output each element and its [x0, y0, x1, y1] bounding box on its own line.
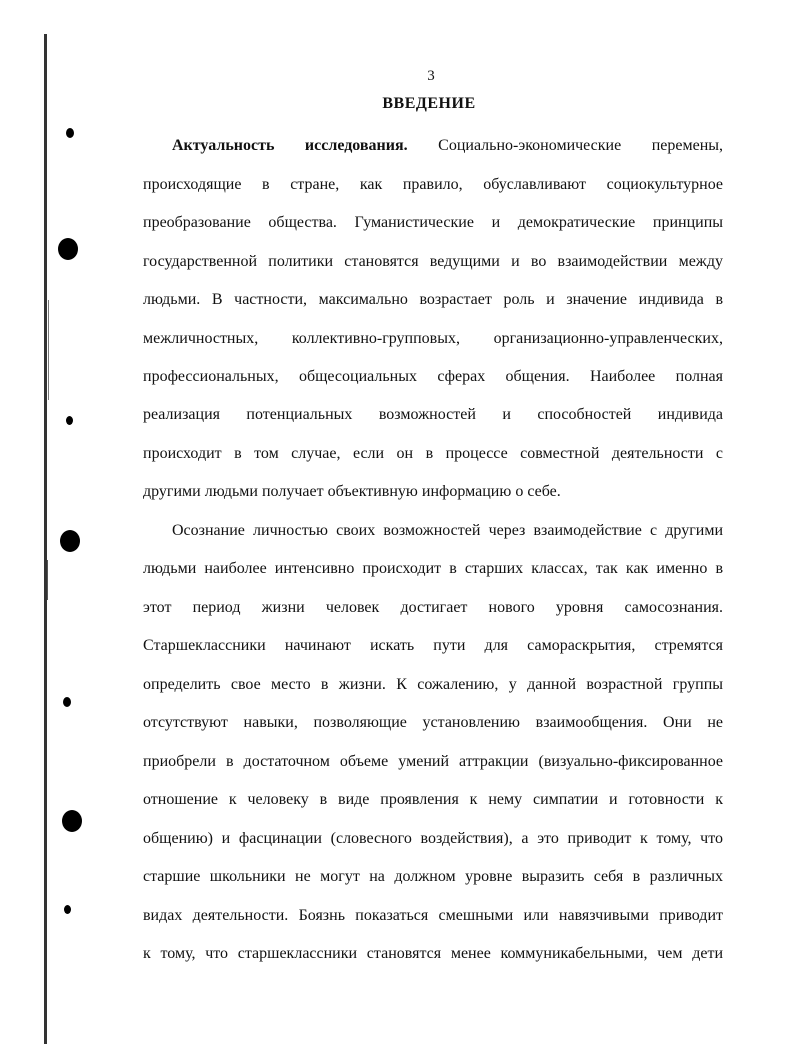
- paragraph-line: [172, 136, 723, 156]
- paragraph-line: людьми наиболее интенсивно происходит в старших классах, так как именно в: [143, 560, 723, 577]
- paragraph-line: определить свое место в жизни. К сожалению, у данной возрастной группы: [143, 676, 723, 693]
- punch-hole: [58, 238, 78, 260]
- paragraph-line: этот период жизни человек достигает нового уровня самосознания.: [143, 599, 723, 616]
- paragraph-line: отношение к человеку в виде проявления к нему симпатии и готовности к: [143, 791, 723, 808]
- binding-edge-mark: [48, 300, 49, 400]
- paragraph-line: реализация потенциальных возможностей и способностей индивида: [143, 406, 723, 423]
- line-text: Социально-экономические перемены,: [438, 137, 724, 154]
- paragraph-line: отсутствуют навыки, позволяющие установлению взаимообщения. Они не: [143, 714, 723, 731]
- page-title: ВВЕДЕНИЕ: [382, 95, 476, 112]
- paragraph-line: к тому, что старшеклассники становятся менее коммуникабельными, чем дети: [143, 945, 723, 962]
- punch-hole: [62, 810, 82, 832]
- punch-hole: [64, 905, 71, 914]
- page-number: 3: [427, 68, 435, 84]
- paragraph-line: Старшеклассники начинают искать пути для самораскрытия, стремятся: [143, 637, 723, 654]
- punch-hole: [66, 416, 73, 425]
- paragraph-line: другими людьми получает объективную информацию о себе.: [143, 483, 561, 500]
- paragraph-line: видах деятельности. Боязнь показаться смешными или навязчивыми приводит: [143, 907, 723, 924]
- paragraph-line: людьми. В частности, максимально возрастает роль и значение индивида в: [143, 291, 723, 308]
- paragraph-line: межличностных, коллективно-групповых, организационно-управленческих,: [143, 330, 723, 347]
- paragraph-line: общению) и фасцинации (словесного воздействия), а это приводит к тому, что: [143, 830, 723, 847]
- paragraph-line: преобразование общества. Гуманистические и демократические принципы: [143, 214, 723, 231]
- paragraph-line: приобрели в достаточном объеме умений аттракции (визуально-фиксированное: [143, 753, 723, 770]
- section-lead: Актуальность исследования.: [172, 137, 408, 154]
- paragraph-line: государственной политики становятся ведущими и во взаимодействии между: [143, 253, 723, 270]
- punch-hole: [60, 530, 80, 552]
- paragraph-line: старшие школьники не могут на должном уровне выразить себя в различных: [143, 868, 723, 885]
- punch-hole: [66, 128, 74, 138]
- paragraph-line: происходящие в стране, как правило, обуславливают социокультурное: [143, 176, 723, 193]
- paragraph-line: Осознание личностью своих возможностей через взаимодействие с другими: [172, 522, 723, 539]
- binding-edge: [44, 34, 47, 1044]
- punch-hole: [63, 697, 71, 707]
- paragraph-line: профессиональных, общесоциальных сферах общения. Наиболее полная: [143, 368, 723, 385]
- binding-edge-mark: [47, 560, 48, 600]
- paragraph-line: происходит в том случае, если он в процессе совместной деятельности с: [143, 445, 723, 462]
